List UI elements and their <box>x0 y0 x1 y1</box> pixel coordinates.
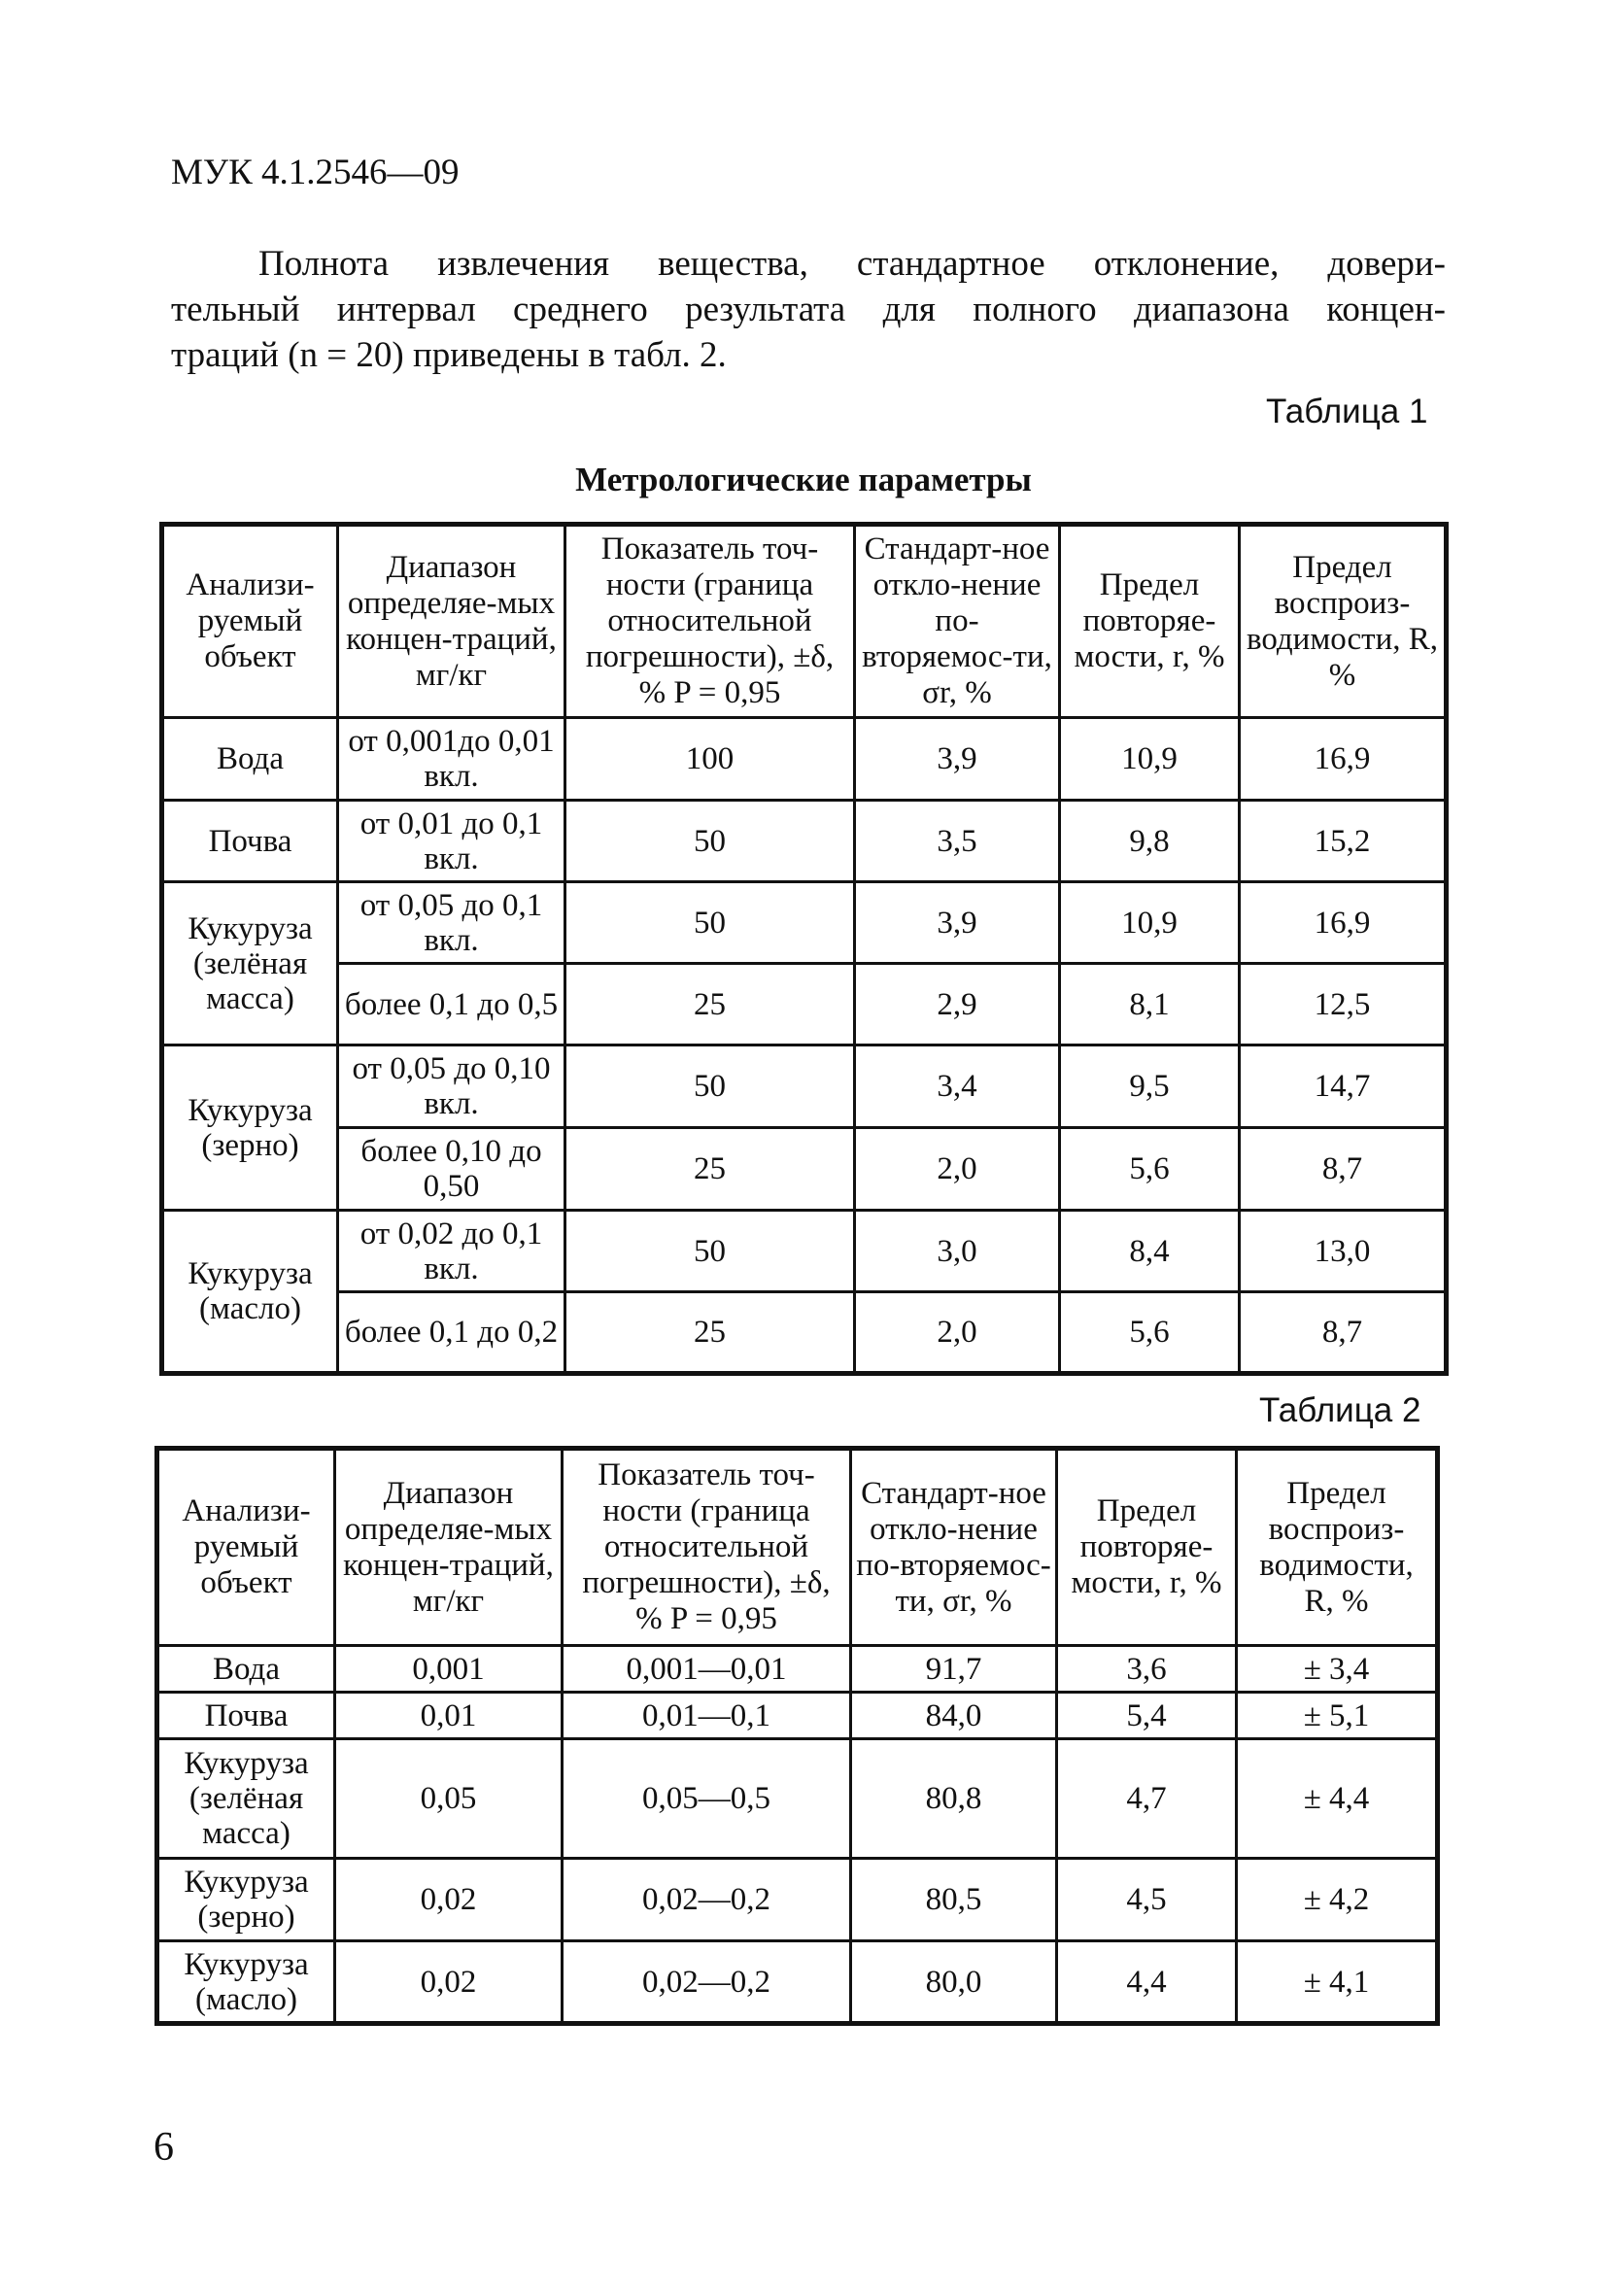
cell: ± 4,2 <box>1237 1859 1438 1941</box>
cell: 0,02 <box>335 1941 563 2024</box>
table-row <box>162 1292 1447 1374</box>
object-cell: Кукуруза (зелёная масса) <box>157 1739 335 1859</box>
header-cell: Анализи-руемый объект <box>162 525 338 718</box>
cell: 8,1 <box>1060 964 1240 1045</box>
cell: 5,6 <box>1060 1128 1240 1211</box>
cell: 2,0 <box>855 1292 1060 1374</box>
header-cell: Стандарт-ное откло-нение по-вторяемос-ти, σr, % <box>855 525 1060 718</box>
object-cell: Кукуруза (зерно) <box>157 1859 335 1941</box>
cell: 3,6 <box>1057 1646 1237 1693</box>
cell: 4,4 <box>1057 1941 1237 2024</box>
page-number: 6 <box>154 2125 174 2170</box>
cell: от 0,02 до 0,1 вкл. <box>338 1211 565 1292</box>
cell: 3,4 <box>855 1045 1060 1128</box>
cell: 16,9 <box>1240 882 1447 964</box>
cell: 25 <box>565 964 855 1045</box>
cell: от 0,05 до 0,1 вкл. <box>338 882 565 964</box>
intro-paragraph <box>171 241 1446 378</box>
cell: ± 5,1 <box>1237 1693 1438 1739</box>
cell: 0,01—0,1 <box>563 1693 851 1739</box>
table-row <box>157 1646 1438 1693</box>
table-row <box>157 1693 1438 1739</box>
cell: 50 <box>565 1045 855 1128</box>
cell: 100 <box>565 718 855 801</box>
table-row <box>162 1045 1447 1128</box>
cell: 16,9 <box>1240 718 1447 801</box>
cell: от 0,05 до 0,10 вкл. <box>338 1045 565 1128</box>
table1-label: Таблица 1 <box>1266 393 1428 430</box>
cell: 25 <box>565 1128 855 1211</box>
cell: 80,8 <box>851 1739 1057 1859</box>
table-row <box>157 1859 1438 1941</box>
header-cell: Диапазон определяе-мых концен-траций, мг/кг <box>338 525 565 718</box>
cell: 13,0 <box>1240 1211 1447 1292</box>
table-row <box>162 882 1447 964</box>
table-row <box>162 801 1447 882</box>
cell: 50 <box>565 801 855 882</box>
table-header-row <box>162 525 1447 718</box>
cell: 12,5 <box>1240 964 1447 1045</box>
table1 <box>159 522 1449 1376</box>
cell: 80,0 <box>851 1941 1057 2024</box>
object-cell: Вода <box>157 1646 335 1693</box>
object-cell: Кукуруза (масло) <box>157 1941 335 2024</box>
cell: 14,7 <box>1240 1045 1447 1128</box>
cell: 4,7 <box>1057 1739 1237 1859</box>
object-cell: Почва <box>162 801 338 882</box>
table-row <box>162 1211 1447 1292</box>
cell: более 0,10 до 0,50 <box>338 1128 565 1211</box>
cell: 8,7 <box>1240 1292 1447 1374</box>
cell: 10,9 <box>1060 718 1240 801</box>
cell: 4,5 <box>1057 1859 1237 1941</box>
cell: 9,8 <box>1060 801 1240 882</box>
cell: 25 <box>565 1292 855 1374</box>
cell: от 0,01 до 0,1 вкл. <box>338 801 565 882</box>
cell: 5,4 <box>1057 1693 1237 1739</box>
table1-title: Метрологические параметры <box>575 461 1032 498</box>
object-cell: Кукуруза (зелёная масса) <box>162 882 338 1045</box>
cell: 9,5 <box>1060 1045 1240 1128</box>
header-cell: Показатель точ-ности (граница относительной погрешности), ±δ, % P = 0,95 <box>565 525 855 718</box>
header-cell: Предел воспроиз-водимости, R, % <box>1240 525 1447 718</box>
object-cell: Почва <box>157 1693 335 1739</box>
cell: 0,01 <box>335 1693 563 1739</box>
cell: 8,4 <box>1060 1211 1240 1292</box>
table2 <box>154 1446 1440 2026</box>
cell: 84,0 <box>851 1693 1057 1739</box>
cell: более 0,1 до 0,5 <box>338 964 565 1045</box>
cell: от 0,001до 0,01 вкл. <box>338 718 565 801</box>
object-cell: Кукуруза (зерно) <box>162 1045 338 1211</box>
table-row <box>157 1739 1438 1859</box>
document-code: МУК 4.1.2546—09 <box>171 153 460 192</box>
intro-line: траций (n = 20) приведены в табл. 2. <box>171 335 727 375</box>
header-cell: Показатель точ-ности (граница относительной погрешности), ±δ, % P = 0,95 <box>563 1449 851 1646</box>
cell: 0,001—0,01 <box>563 1646 851 1693</box>
header-cell: Диапазон определяе-мых концен-траций, мг/кг <box>335 1449 563 1646</box>
table-row <box>162 718 1447 801</box>
object-cell: Кукуруза (масло) <box>162 1211 338 1374</box>
cell: более 0,1 до 0,2 <box>338 1292 565 1374</box>
object-cell: Вода <box>162 718 338 801</box>
cell: 0,05—0,5 <box>563 1739 851 1859</box>
cell: 3,9 <box>855 882 1060 964</box>
table-header-row <box>157 1449 1438 1646</box>
cell: ± 3,4 <box>1237 1646 1438 1693</box>
table-row <box>162 964 1447 1045</box>
cell: 2,0 <box>855 1128 1060 1211</box>
table-row <box>157 1941 1438 2024</box>
header-cell: Предел повторяе-мости, r, % <box>1060 525 1240 718</box>
cell: 0,02—0,2 <box>563 1941 851 2024</box>
cell: 3,5 <box>855 801 1060 882</box>
cell: 10,9 <box>1060 882 1240 964</box>
cell: ± 4,4 <box>1237 1739 1438 1859</box>
table-row <box>162 1128 1447 1211</box>
cell: 0,02—0,2 <box>563 1859 851 1941</box>
cell: 5,6 <box>1060 1292 1240 1374</box>
header-cell: Предел воспроиз-водимости, R, % <box>1237 1449 1438 1646</box>
cell: 80,5 <box>851 1859 1057 1941</box>
cell: 15,2 <box>1240 801 1447 882</box>
cell: 0,05 <box>335 1739 563 1859</box>
cell: ± 4,1 <box>1237 1941 1438 2024</box>
cell: 3,9 <box>855 718 1060 801</box>
cell: 91,7 <box>851 1646 1057 1693</box>
cell: 50 <box>565 882 855 964</box>
header-cell: Стандарт-ное откло-нение по-вторяемос-ти, σr, % <box>851 1449 1057 1646</box>
cell: 2,9 <box>855 964 1060 1045</box>
cell: 0,02 <box>335 1859 563 1941</box>
header-cell: Предел повторяе-мости, r, % <box>1057 1449 1237 1646</box>
intro-line: тельный интервал среднего результата для полного диапазона концен- <box>171 290 1446 329</box>
cell: 8,7 <box>1240 1128 1447 1211</box>
intro-line: Полнота извлечения вещества, стандартное отклонение, довери- <box>258 244 1446 284</box>
table2-label: Таблица 2 <box>1259 1391 1421 1429</box>
cell: 3,0 <box>855 1211 1060 1292</box>
cell: 50 <box>565 1211 855 1292</box>
cell: 0,001 <box>335 1646 563 1693</box>
header-cell: Анализи-руемый объект <box>157 1449 335 1646</box>
